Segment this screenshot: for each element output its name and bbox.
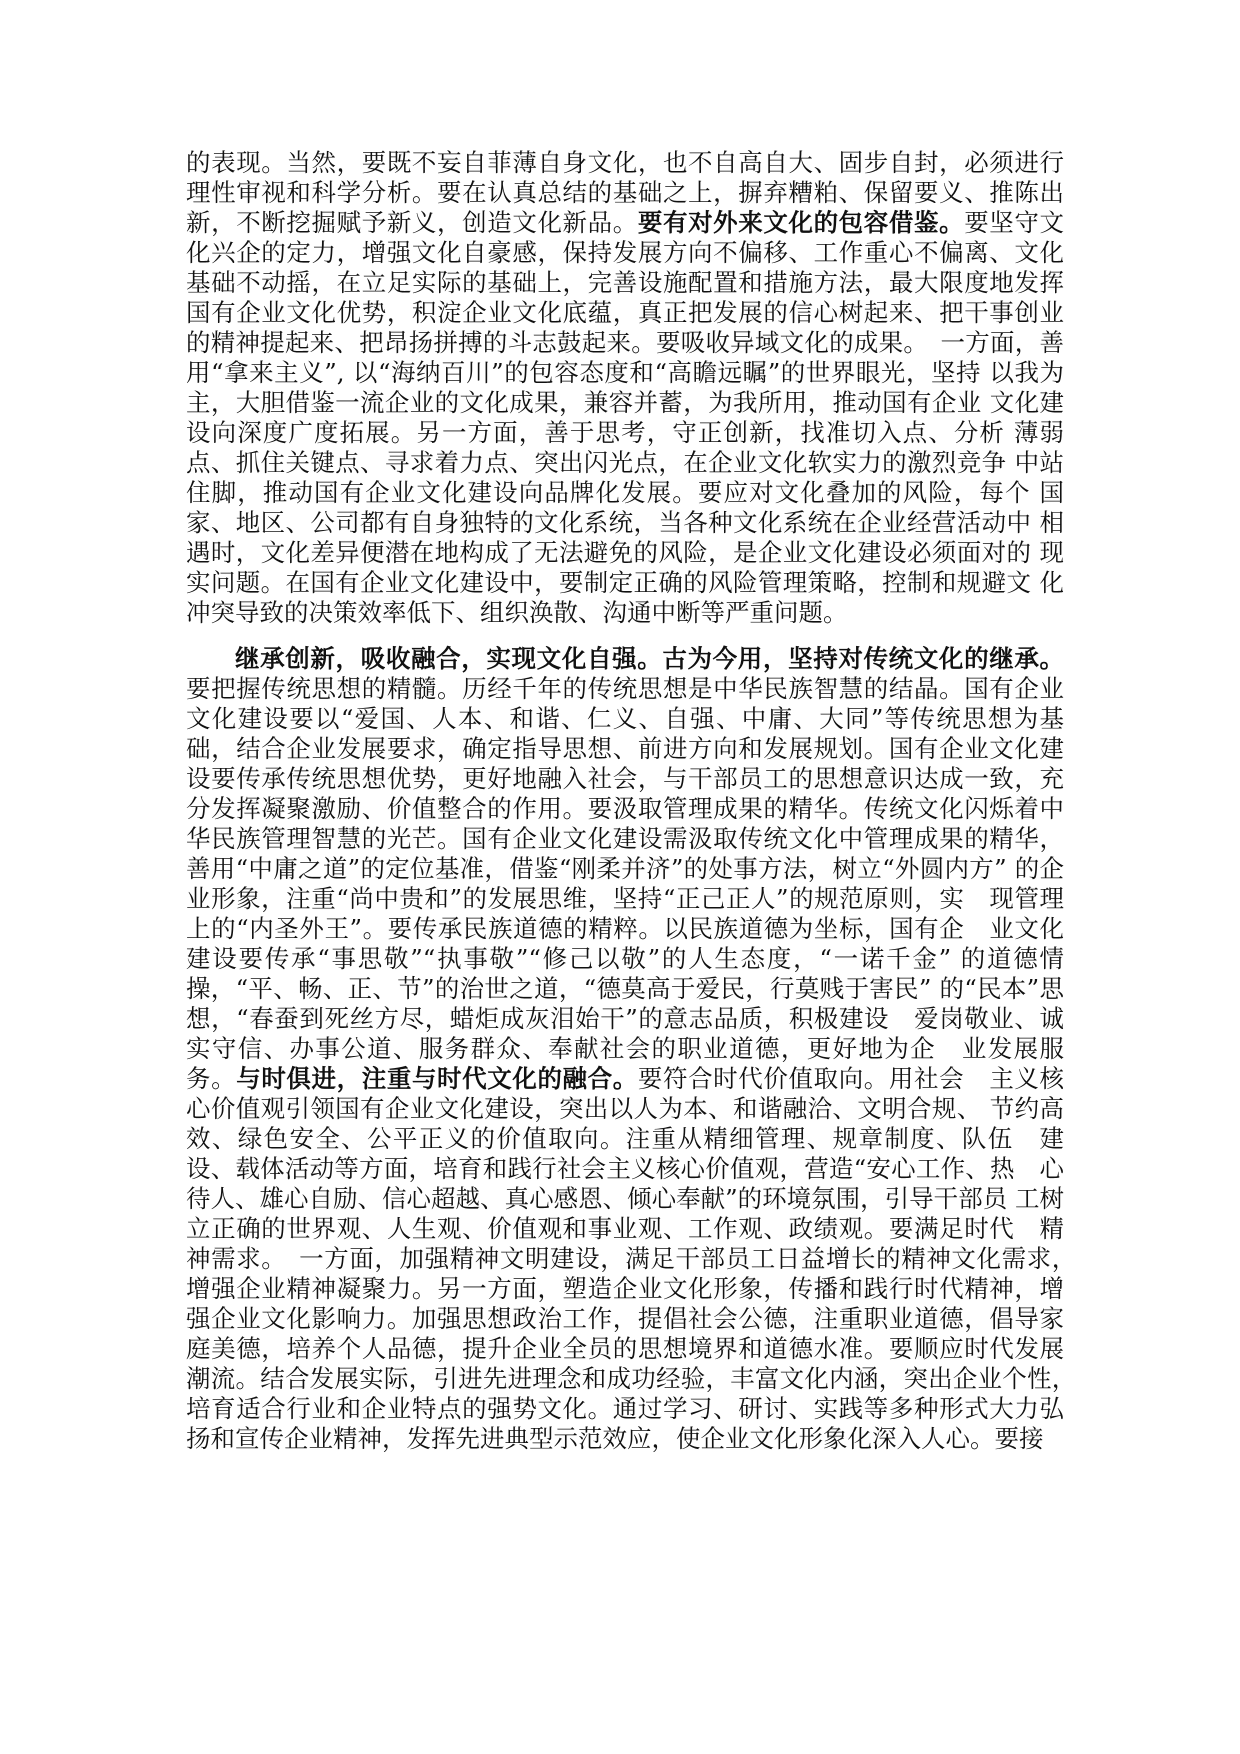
paragraph-2-text-2: 要符合时代价值取向。用社会 主义核心价值观引领国有企业文化建设，突出以人为本、和谐融洽、文明合规、 节约高效、绿色安全、公平正义的价值取向。注重从精细管理、规章制度、队伍 建设、载体活动等方面，培育和践行社会主义核心价值观，营造“安心工作、热 心待人、雄心自励、信心超越、真心感恩、倾心奉献”的环境氛围，引导干部员 工树立正确的世界观、人生观、价值观和事业观、工作观、政绩观。要满足时代 精神需求。 一方面，加强精神文明建设，满足干部员工日益增长的精神文化需求， 增强企业精神凝聚力。另一方面，塑造企业文化形象，传播和践行时代精神，增 强企业文化影响力。加强思想政治工作，提倡社会公德，注重职业道德，倡导家 庭美德，培养个人品德，提升企业全员的思想境界和道德水准。要顺应时代发展 潮流。结合发展实际，引进先进理念和成功经验，丰富文化内涵，突出企业个性， 培育适合行业和企业特点的强势文化。通过学习、研讨、实践等多种形式大力弘 扬和宣传企业精神，发挥先进典型示范效应，使企业文化形象化深入人心。要接 [186, 1064, 1089, 1453]
paragraph-1-text-2: 要坚守文化兴企的定力，增强文化自豪感，保持发展方向不偏移、工作重心不偏离、文化基础不动摇，在立足实际的基础上，完善设施配置和措施方法，最大限度地发挥国有企业文化优势，积淀企业文化底蕴，真正把发展的信心树起来、把干事创业的精神提起来、把昂扬拼搏的斗志鼓起来。要吸收异域文化的成果。 一方面，善 用“拿来主义”, 以“海纳百川”的包容态度和“高瞻远瞩”的世界眼光，坚持 以我为主，大胆借鉴一流企业的文化成果，兼容并蓄，为我所用，推动国有企业 文化建设向深度广度拓展。另一方面，善于思考，守正创新，找准切入点、分析 薄弱点、抓住关键点、寻求着力点、突出闪光点，在企业文化软实力的激烈竞争 中站住脚，推动国有企业文化建设向品牌化发展。要应对文化叠加的风险，每个 国家、地区、公司都有自身独特的文化系统，当各种文化系统在企业经营活动中 相遇时，文化差异便潜在地构成了无法避免的风险，是企业文化建设必须面对的 现实问题。在国有企业文化建设中，要制定正确的风险管理策略，控制和规避文 化冲突导致的决策效率低下、组织涣散、沟通中断等严重问题。 [186, 208, 1065, 627]
paragraph-2-heading-times-integration: 与时俱进，注重与时代文化的融合。 [236, 1064, 638, 1093]
document-page [186, 148, 1089, 1454]
paragraph-2-heading-cultural-self-strengthening: 继承创新，吸收融合，实现文化自强。古为今用，坚持对传统文化的继承。 [235, 644, 1064, 673]
paragraph-1-text-1: 的表现。当然，要既不妄自菲薄自身文化，也不自高自大、固步自封，必须进行理性审视和科学分析。要在认真总结的基础之上，摒弃糟粕、保留要义、推陈出新，不断挖掘赋予新义，创造文化新品。 [186, 148, 1064, 237]
paragraph-2-text-1: 要把握传统思想的精髓。历经千年的传统思想是中华民族智慧的结晶。国有企业文化建设要以“爱国、人本、和谐、仁义、自强、中庸、大同”等传统思想为基础，结合企业发展要求，确定指导思想、前进方向和发展规划。国有企业文化建设要传承传统思想优势，更好地融入社会，与干部员工的思想意识达成一致，充分发挥凝聚激励、价值整合的作用。要汲取管理成果的精华。传统文化闪烁着中华民族管理智慧的光芒。国有企业文化建设需汲取传统文化中管理成果的精华，善用“中庸之道”的定位基准，借鉴“刚柔并济”的处事方法，树立“外圆内方” 的企业形象，注重“尚中贵和”的发展思维，坚持“正己正人”的规范原则，实 现管理上的“内圣外王”。要传承民族道德的精粹。以民族道德为坐标，国有企 业文化建设要传承“事思敬”“执事敬”“修己以敬”的人生态度，“一诺千金” 的道德情操，“平、畅、正、节”的治世之道，“德莫高于爱民，行莫贱于害民” 的“民本”思想，“春蚕到死丝方尽，蜡炬成灰泪始干”的意志品质，积极建设 爱岗敬业、诚实守信、办事公道、服务群众、奉献社会的职业道德，更好地为企 业发展服务。 [186, 674, 1064, 1093]
paragraph-inclusive-borrowing [186, 148, 1064, 628]
paragraph-1-heading-foreign-culture: 要有对外来文化的包容借鉴。 [637, 208, 965, 237]
paragraph-inheritance-innovation [186, 644, 1089, 1454]
